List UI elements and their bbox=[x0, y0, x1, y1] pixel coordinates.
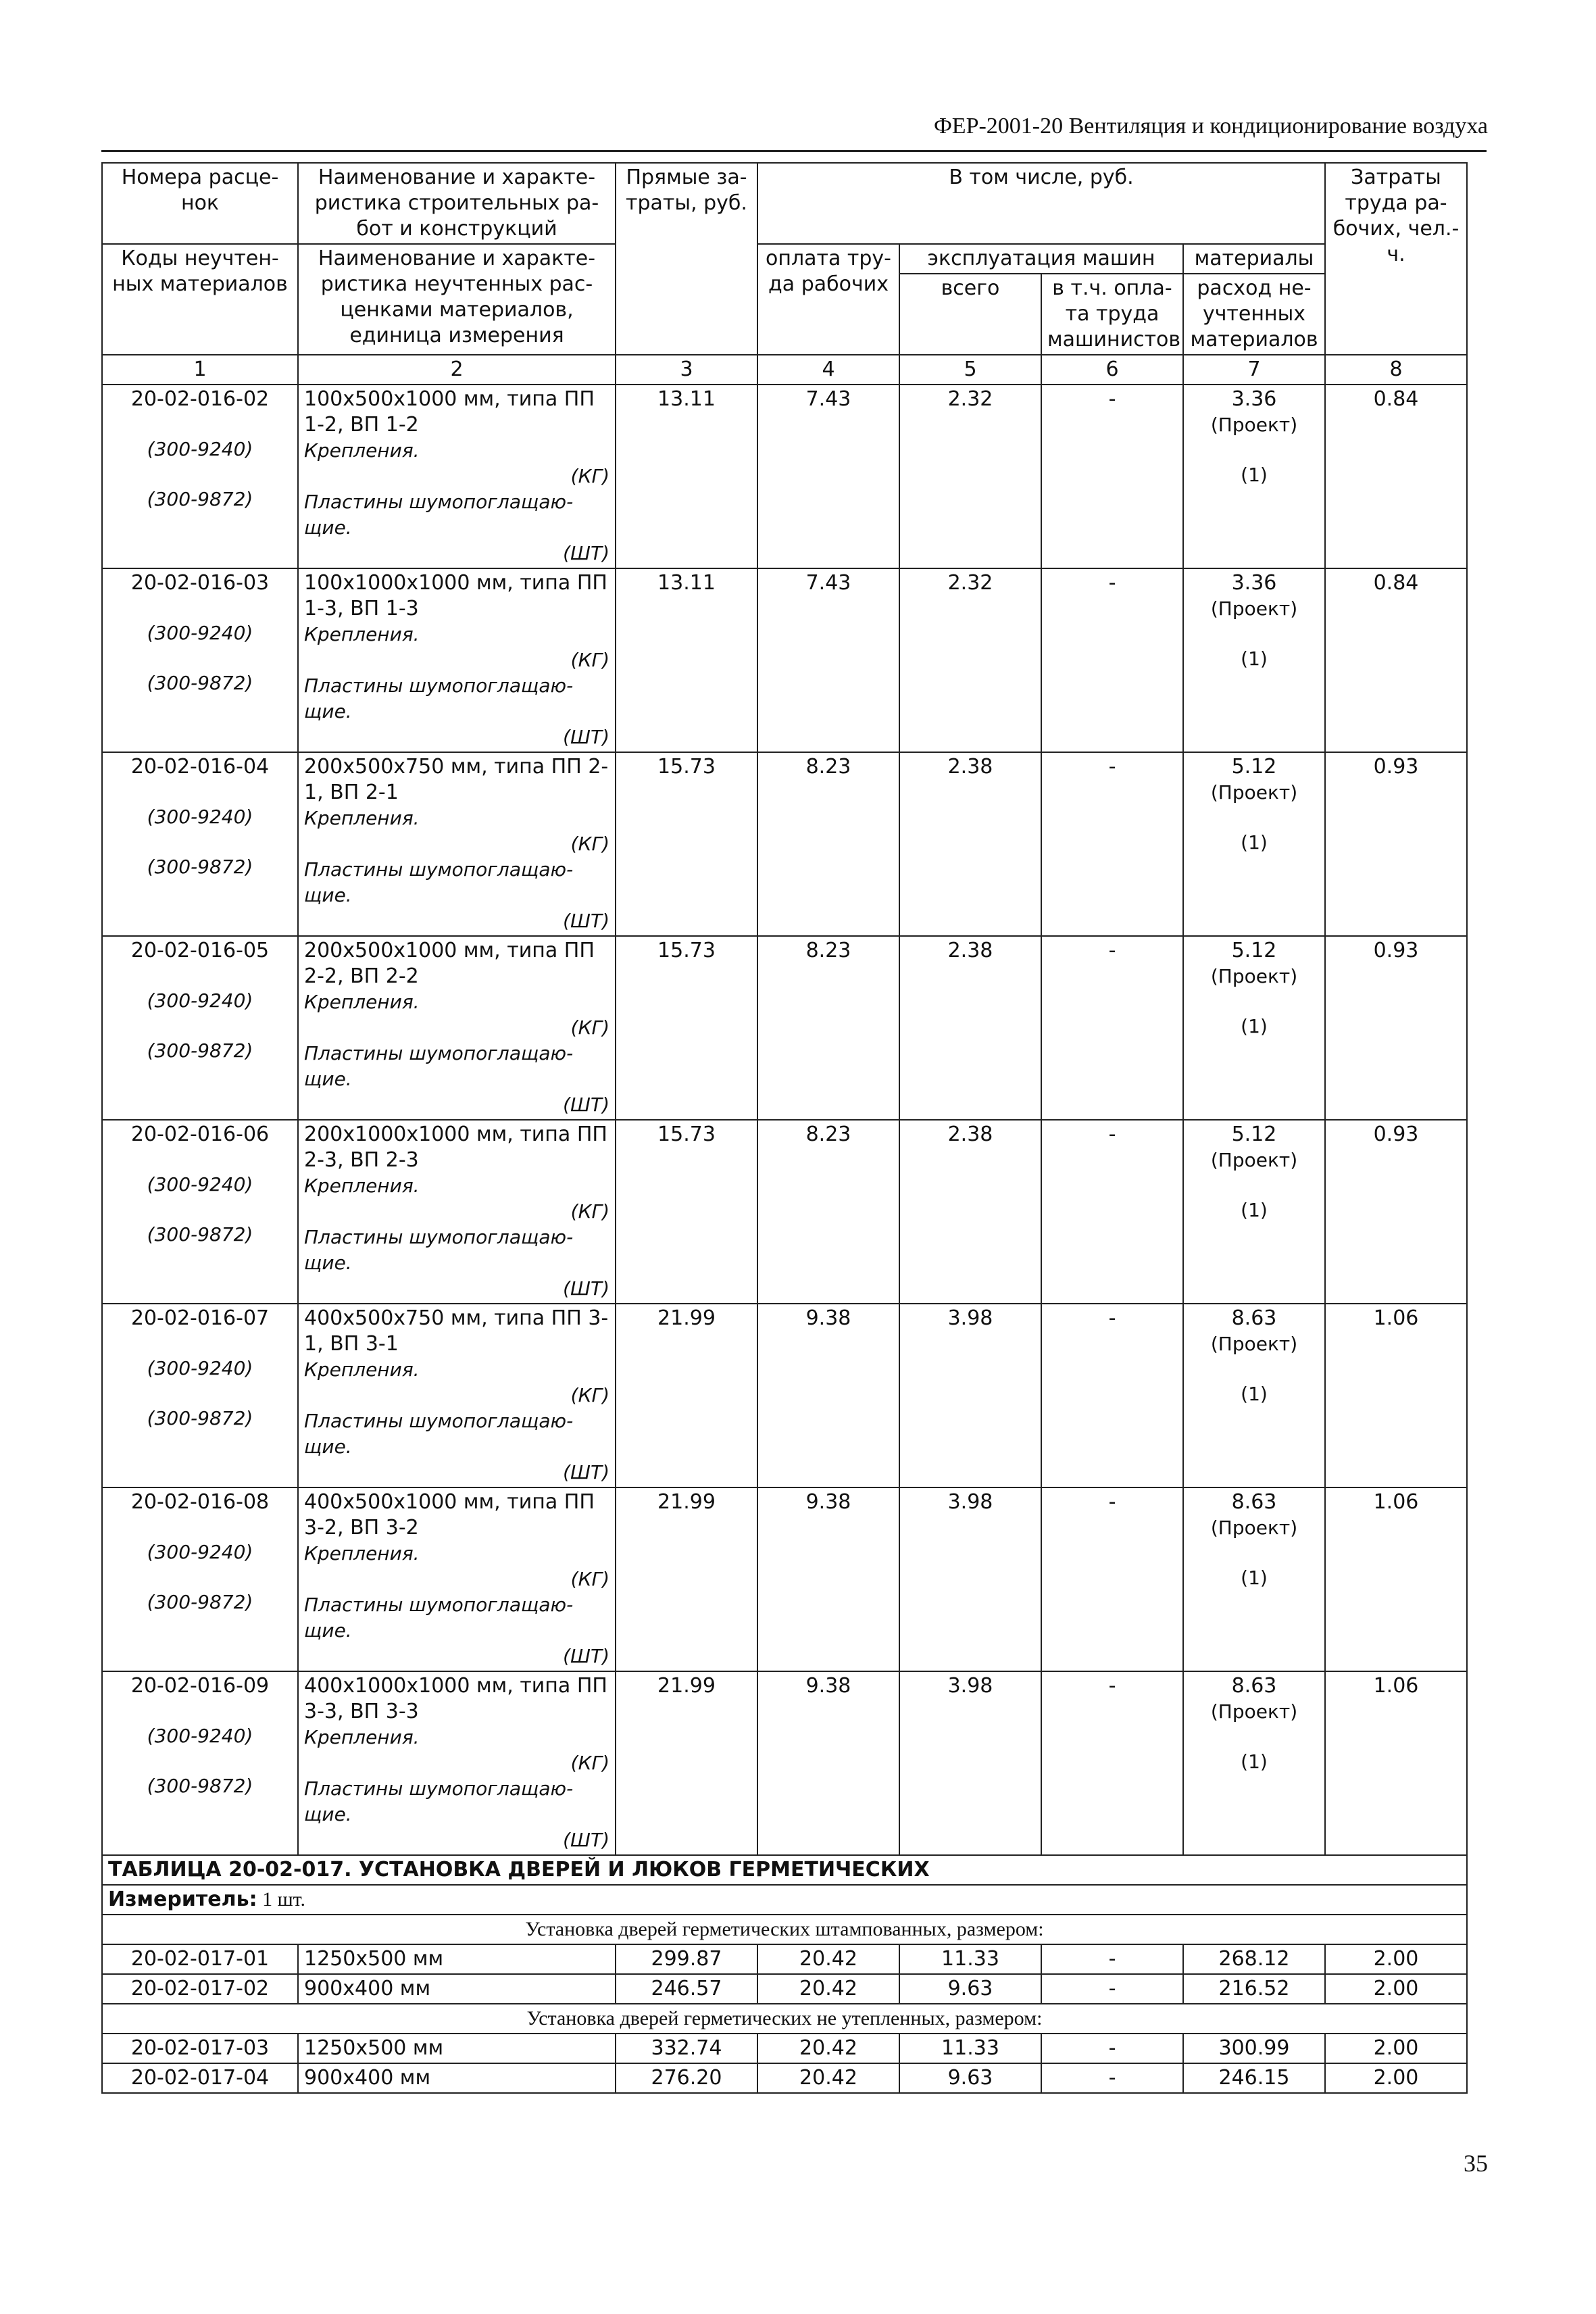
table-row bbox=[102, 1304, 1467, 1487]
material-name-1: Крепления. bbox=[304, 1726, 420, 1748]
labor-hours: 1.06 bbox=[1325, 1671, 1467, 1855]
labor-hours: 0.93 bbox=[1325, 936, 1467, 1120]
material-unit-1: (КГ) bbox=[570, 649, 609, 671]
material-name-2: Пластины шумопоглащаю-щие. bbox=[304, 1226, 574, 1274]
rate-code-cell bbox=[102, 1304, 298, 1487]
material-value-1: (Проект) bbox=[1210, 1149, 1298, 1171]
column-number: 5 bbox=[899, 355, 1041, 385]
direct-cost: 15.73 bbox=[616, 1120, 757, 1304]
work-name-cell bbox=[298, 1304, 616, 1487]
column-number: 4 bbox=[757, 355, 899, 385]
header-row-mid bbox=[102, 244, 1467, 274]
material-value-1: (Проект) bbox=[1210, 781, 1298, 804]
machine-cost: 11.33 bbox=[899, 1944, 1041, 1974]
materials-cost: 216.52 bbox=[1183, 1974, 1325, 2004]
material-value-2: (1) bbox=[1241, 1199, 1268, 1221]
material-value-2: (1) bbox=[1241, 1567, 1268, 1589]
materials-cost: 268.12 bbox=[1183, 1944, 1325, 1974]
material-name-1: Крепления. bbox=[304, 991, 420, 1013]
table-row bbox=[102, 1120, 1467, 1304]
material-value-2: (1) bbox=[1241, 1383, 1268, 1405]
rate-code: 20-02-016-03 bbox=[130, 571, 270, 595]
document-body bbox=[101, 162, 1460, 2094]
material-unit-2: (ШТ) bbox=[563, 910, 609, 932]
labor-cost: 9.38 bbox=[757, 1304, 899, 1487]
material-unit-1: (КГ) bbox=[570, 1016, 609, 1039]
materials-cell bbox=[1183, 1487, 1325, 1671]
rate-code: 20-02-016-05 bbox=[130, 939, 270, 962]
labor-hours: 2.00 bbox=[1325, 1974, 1467, 2004]
measure-label: Измеритель: bbox=[108, 1888, 257, 1911]
material-unit-1: (КГ) bbox=[570, 833, 609, 855]
rates-table bbox=[101, 162, 1468, 2094]
table2-title-row bbox=[102, 1855, 1467, 1885]
work-name: 400х1000х1000 мм, типа ПП 3-3, ВП 3-3 bbox=[304, 1674, 607, 1723]
machine-cost: 3.98 bbox=[899, 1304, 1041, 1487]
materials-cost: 8.63 bbox=[1231, 1674, 1277, 1698]
materials-cell bbox=[1183, 385, 1325, 568]
material-code-2: (300-9872) bbox=[147, 1775, 253, 1797]
rate-code: 20-02-017-03 bbox=[102, 2034, 298, 2063]
material-unit-1: (КГ) bbox=[570, 1384, 609, 1406]
work-name: 900х400 мм bbox=[298, 2063, 616, 2093]
material-name-1: Крепления. bbox=[304, 623, 420, 645]
table-row bbox=[102, 568, 1467, 752]
direct-cost: 15.73 bbox=[616, 936, 757, 1120]
work-name: 900х400 мм bbox=[298, 1974, 616, 2004]
table-row bbox=[102, 1944, 1467, 1974]
material-unit-2: (ШТ) bbox=[563, 542, 609, 564]
machine-labor-cost: - bbox=[1041, 1487, 1183, 1671]
machine-labor-cost: - bbox=[1041, 752, 1183, 936]
material-unit-2: (ШТ) bbox=[563, 1645, 609, 1667]
rate-code: 20-02-016-08 bbox=[130, 1490, 270, 1514]
machine-labor-cost: - bbox=[1041, 1974, 1183, 2004]
col2-bottom-header: Наименование и характе-ристика неучтенных рас-ценками материалов, единица измерения bbox=[298, 244, 616, 355]
rate-code-cell bbox=[102, 1120, 298, 1304]
caption-row-1 bbox=[102, 1915, 1467, 1944]
materials-cost: 3.36 bbox=[1231, 387, 1277, 411]
material-unit-2: (ШТ) bbox=[563, 1093, 609, 1116]
labor-cost: 9.38 bbox=[757, 1487, 899, 1671]
materials-cost: 5.12 bbox=[1231, 939, 1277, 962]
material-name-1: Крепления. bbox=[304, 1358, 420, 1381]
machine-cost: 11.33 bbox=[899, 2034, 1041, 2063]
col5-header: всего bbox=[899, 274, 1041, 355]
direct-cost: 15.73 bbox=[616, 752, 757, 936]
work-name-cell bbox=[298, 752, 616, 936]
material-code-1: (300-9240) bbox=[147, 1541, 253, 1563]
rate-code-cell bbox=[102, 1487, 298, 1671]
material-code-1: (300-9240) bbox=[147, 989, 253, 1012]
material-code-1: (300-9240) bbox=[147, 438, 253, 460]
column-number: 6 bbox=[1041, 355, 1183, 385]
material-name-1: Крепления. bbox=[304, 1542, 420, 1565]
material-code-1: (300-9240) bbox=[147, 1357, 253, 1379]
material-value-2: (1) bbox=[1241, 464, 1268, 486]
material-name-2: Пластины шумопоглащаю-щие. bbox=[304, 1042, 574, 1090]
material-code-2: (300-9872) bbox=[147, 1591, 253, 1613]
direct-cost: 21.99 bbox=[616, 1304, 757, 1487]
material-code-2: (300-9872) bbox=[147, 1407, 253, 1429]
material-unit-2: (ШТ) bbox=[563, 726, 609, 748]
machine-cost: 2.32 bbox=[899, 568, 1041, 752]
work-name-cell bbox=[298, 385, 616, 568]
materials-cost: 300.99 bbox=[1183, 2034, 1325, 2063]
col2-top-header: Наименование и характе-ристика строительных ра-бот и конструкций bbox=[298, 163, 616, 244]
machine-labor-cost: - bbox=[1041, 568, 1183, 752]
materials-cell bbox=[1183, 1120, 1325, 1304]
materials-cost: 8.63 bbox=[1231, 1490, 1277, 1514]
work-name-cell bbox=[298, 1487, 616, 1671]
work-name: 400х500х1000 мм, типа ПП 3-2, ВП 3-2 bbox=[304, 1490, 595, 1540]
material-code-2: (300-9872) bbox=[147, 1223, 253, 1246]
material-name-2: Пластины шумопоглащаю-щие. bbox=[304, 858, 574, 906]
material-value-2: (1) bbox=[1241, 1015, 1268, 1037]
machine-cost: 2.38 bbox=[899, 752, 1041, 936]
material-value-1: (Проект) bbox=[1210, 1517, 1298, 1539]
col7-header: расход не-учтенных материалов bbox=[1183, 274, 1325, 355]
rate-code: 20-02-016-09 bbox=[130, 1674, 270, 1698]
rate-code-cell bbox=[102, 936, 298, 1120]
labor-hours: 2.00 bbox=[1325, 1944, 1467, 1974]
machine-cost: 3.98 bbox=[899, 1487, 1041, 1671]
table-row bbox=[102, 1487, 1467, 1671]
rate-code: 20-02-017-04 bbox=[102, 2063, 298, 2093]
caption-row-2 bbox=[102, 2004, 1467, 2034]
materials-cost: 5.12 bbox=[1231, 755, 1277, 779]
machine-cost: 3.98 bbox=[899, 1671, 1041, 1855]
material-code-2: (300-9872) bbox=[147, 488, 253, 510]
col4-header: оплата тру-да рабочих bbox=[757, 244, 899, 355]
work-name: 200х500х1000 мм, типа ПП 2-2, ВП 2-2 bbox=[304, 939, 595, 988]
work-name: 100х500х1000 мм, типа ПП 1-2, ВП 1-2 bbox=[304, 387, 595, 437]
machine-labor-cost: - bbox=[1041, 1120, 1183, 1304]
measure-value: 1 шт. bbox=[257, 1888, 306, 1911]
table-row bbox=[102, 752, 1467, 936]
col8-header: Затраты труда ра-бочих, чел.-ч. bbox=[1325, 163, 1467, 355]
labor-hours: 0.84 bbox=[1325, 385, 1467, 568]
machine-cost: 2.32 bbox=[899, 385, 1041, 568]
material-name-1: Крепления. bbox=[304, 1175, 420, 1197]
material-unit-2: (ШТ) bbox=[563, 1829, 609, 1851]
work-name-cell bbox=[298, 936, 616, 1120]
material-unit-1: (КГ) bbox=[570, 1568, 609, 1590]
material-code-1: (300-9240) bbox=[147, 1725, 253, 1747]
table-row bbox=[102, 936, 1467, 1120]
rate-code: 20-02-016-04 bbox=[130, 755, 270, 779]
machine-cost: 2.38 bbox=[899, 936, 1041, 1120]
table-row bbox=[102, 1974, 1467, 2004]
labor-hours: 1.06 bbox=[1325, 1487, 1467, 1671]
col1-bottom-header: Коды неучтен-ных материалов bbox=[102, 244, 298, 355]
material-value-1: (Проект) bbox=[1210, 414, 1298, 436]
labor-hours: 1.06 bbox=[1325, 1304, 1467, 1487]
materials-cost: 3.36 bbox=[1231, 571, 1277, 595]
machine-labor-cost: - bbox=[1041, 385, 1183, 568]
labor-cost: 8.23 bbox=[757, 752, 899, 936]
work-name: 1250х500 мм bbox=[298, 2034, 616, 2063]
column-number: 7 bbox=[1183, 355, 1325, 385]
materials-cell bbox=[1183, 1671, 1325, 1855]
column-number: 8 bbox=[1325, 355, 1467, 385]
material-name-2: Пластины шумопоглащаю-щие. bbox=[304, 1594, 574, 1642]
material-code-1: (300-9240) bbox=[147, 806, 253, 828]
machine-labor-cost: - bbox=[1041, 1304, 1183, 1487]
page-number: 35 bbox=[1464, 2150, 1488, 2177]
rate-code-cell bbox=[102, 568, 298, 752]
col6-header: в т.ч. опла-та труда машинистов bbox=[1041, 274, 1183, 355]
caption-1: Установка дверей герметических штампованных, размером: bbox=[102, 1915, 1467, 1944]
labor-cost: 7.43 bbox=[757, 568, 899, 752]
included-header: В том числе, руб. bbox=[757, 163, 1325, 244]
work-name: 200х1000х1000 мм, типа ПП 2-3, ВП 2-3 bbox=[304, 1123, 607, 1172]
material-value-1: (Проект) bbox=[1210, 1333, 1298, 1355]
rate-code-cell bbox=[102, 1671, 298, 1855]
machine-labor-cost: - bbox=[1041, 936, 1183, 1120]
labor-hours: 0.93 bbox=[1325, 752, 1467, 936]
material-value-1: (Проект) bbox=[1210, 1700, 1298, 1723]
material-code-1: (300-9240) bbox=[147, 622, 253, 644]
material-unit-2: (ШТ) bbox=[563, 1277, 609, 1300]
material-name-2: Пластины шумопоглащаю-щие. bbox=[304, 674, 574, 722]
table2-title: ТАБЛИЦА 20-02-017. УСТАНОВКА ДВЕРЕЙ И ЛЮКОВ ГЕРМЕТИЧЕСКИХ bbox=[102, 1855, 1467, 1885]
material-code-2: (300-9872) bbox=[147, 1039, 253, 1062]
material-code-2: (300-9872) bbox=[147, 672, 253, 694]
column-number: 1 bbox=[102, 355, 298, 385]
direct-cost: 332.74 bbox=[616, 2034, 757, 2063]
machine-labor-cost: - bbox=[1041, 2034, 1183, 2063]
material-unit-1: (КГ) bbox=[570, 1752, 609, 1774]
materials-cost: 5.12 bbox=[1231, 1123, 1277, 1146]
material-value-1: (Проект) bbox=[1210, 965, 1298, 987]
machine-cost: 2.38 bbox=[899, 1120, 1041, 1304]
direct-cost: 276.20 bbox=[616, 2063, 757, 2093]
material-value-1: (Проект) bbox=[1210, 597, 1298, 620]
direct-cost: 246.57 bbox=[616, 1974, 757, 2004]
caption-2: Установка дверей герметических не утепленных, размером: bbox=[102, 2004, 1467, 2034]
machine-labor-cost: - bbox=[1041, 2063, 1183, 2093]
work-name-cell bbox=[298, 568, 616, 752]
labor-hours: 0.93 bbox=[1325, 1120, 1467, 1304]
machines-header: эксплуатация машин bbox=[899, 244, 1183, 274]
material-name-1: Крепления. bbox=[304, 807, 420, 829]
table2-measure-row bbox=[102, 1885, 1467, 1915]
machine-cost: 9.63 bbox=[899, 1974, 1041, 2004]
rate-code-cell bbox=[102, 385, 298, 568]
material-name-2: Пластины шумопоглащаю-щие. bbox=[304, 491, 574, 539]
labor-hours: 2.00 bbox=[1325, 2034, 1467, 2063]
material-code-2: (300-9872) bbox=[147, 856, 253, 878]
materials-cell bbox=[1183, 752, 1325, 936]
table-row bbox=[102, 2063, 1467, 2093]
labor-cost: 8.23 bbox=[757, 936, 899, 1120]
running-header: ФЕР-2001-20 Вентиляция и кондиционирование воздуха bbox=[933, 114, 1488, 139]
work-name: 200х500х750 мм, типа ПП 2-1, ВП 2-1 bbox=[304, 755, 609, 804]
material-unit-1: (КГ) bbox=[570, 1200, 609, 1223]
work-name: 100х1000х1000 мм, типа ПП 1-3, ВП 1-3 bbox=[304, 571, 607, 620]
material-name-1: Крепления. bbox=[304, 439, 420, 462]
labor-hours: 0.84 bbox=[1325, 568, 1467, 752]
material-value-2: (1) bbox=[1241, 647, 1268, 670]
column-numbers-row bbox=[102, 355, 1467, 385]
labor-cost: 7.43 bbox=[757, 385, 899, 568]
work-name: 1250х500 мм bbox=[298, 1944, 616, 1974]
materials-cost: 8.63 bbox=[1231, 1306, 1277, 1330]
header-row-top bbox=[102, 163, 1467, 244]
labor-hours: 2.00 bbox=[1325, 2063, 1467, 2093]
direct-cost: 13.11 bbox=[616, 385, 757, 568]
labor-cost: 20.42 bbox=[757, 2034, 899, 2063]
materials-cell bbox=[1183, 1304, 1325, 1487]
rate-code-cell bbox=[102, 752, 298, 936]
direct-cost: 13.11 bbox=[616, 568, 757, 752]
material-name-2: Пластины шумопоглащаю-щие. bbox=[304, 1777, 574, 1825]
machine-labor-cost: - bbox=[1041, 1944, 1183, 1974]
direct-cost: 299.87 bbox=[616, 1944, 757, 1974]
material-unit-2: (ШТ) bbox=[563, 1461, 609, 1483]
machine-labor-cost: - bbox=[1041, 1671, 1183, 1855]
work-name-cell bbox=[298, 1671, 616, 1855]
materials-cost: 246.15 bbox=[1183, 2063, 1325, 2093]
labor-cost: 8.23 bbox=[757, 1120, 899, 1304]
material-value-2: (1) bbox=[1241, 831, 1268, 854]
table-row bbox=[102, 385, 1467, 568]
materials-cell bbox=[1183, 568, 1325, 752]
material-unit-1: (КГ) bbox=[570, 465, 609, 487]
machine-cost: 9.63 bbox=[899, 2063, 1041, 2093]
material-value-2: (1) bbox=[1241, 1750, 1268, 1773]
rate-code: 20-02-017-01 bbox=[102, 1944, 298, 1974]
col1-top-header: Номера расце-нок bbox=[102, 163, 298, 244]
materials-cell bbox=[1183, 936, 1325, 1120]
table-row bbox=[102, 1671, 1467, 1855]
material-name-2: Пластины шумопоглащаю-щие. bbox=[304, 1410, 574, 1458]
direct-cost: 21.99 bbox=[616, 1671, 757, 1855]
column-number: 3 bbox=[616, 355, 757, 385]
col3-header: Прямые за-траты, руб. bbox=[616, 163, 757, 355]
rate-code: 20-02-017-02 bbox=[102, 1974, 298, 2004]
labor-cost: 20.42 bbox=[757, 1974, 899, 2004]
table-row bbox=[102, 2034, 1467, 2063]
direct-cost: 21.99 bbox=[616, 1487, 757, 1671]
rate-code: 20-02-016-06 bbox=[130, 1123, 270, 1146]
work-name: 400х500х750 мм, типа ПП 3-1, ВП 3-1 bbox=[304, 1306, 609, 1356]
materials-header: материалы bbox=[1183, 244, 1325, 274]
rate-code: 20-02-016-02 bbox=[130, 387, 270, 411]
labor-cost: 9.38 bbox=[757, 1671, 899, 1855]
rate-code: 20-02-016-07 bbox=[130, 1306, 270, 1330]
work-name-cell bbox=[298, 1120, 616, 1304]
labor-cost: 20.42 bbox=[757, 1944, 899, 1974]
labor-cost: 20.42 bbox=[757, 2063, 899, 2093]
header-rule bbox=[101, 150, 1487, 152]
material-code-1: (300-9240) bbox=[147, 1173, 253, 1196]
column-number: 2 bbox=[298, 355, 616, 385]
